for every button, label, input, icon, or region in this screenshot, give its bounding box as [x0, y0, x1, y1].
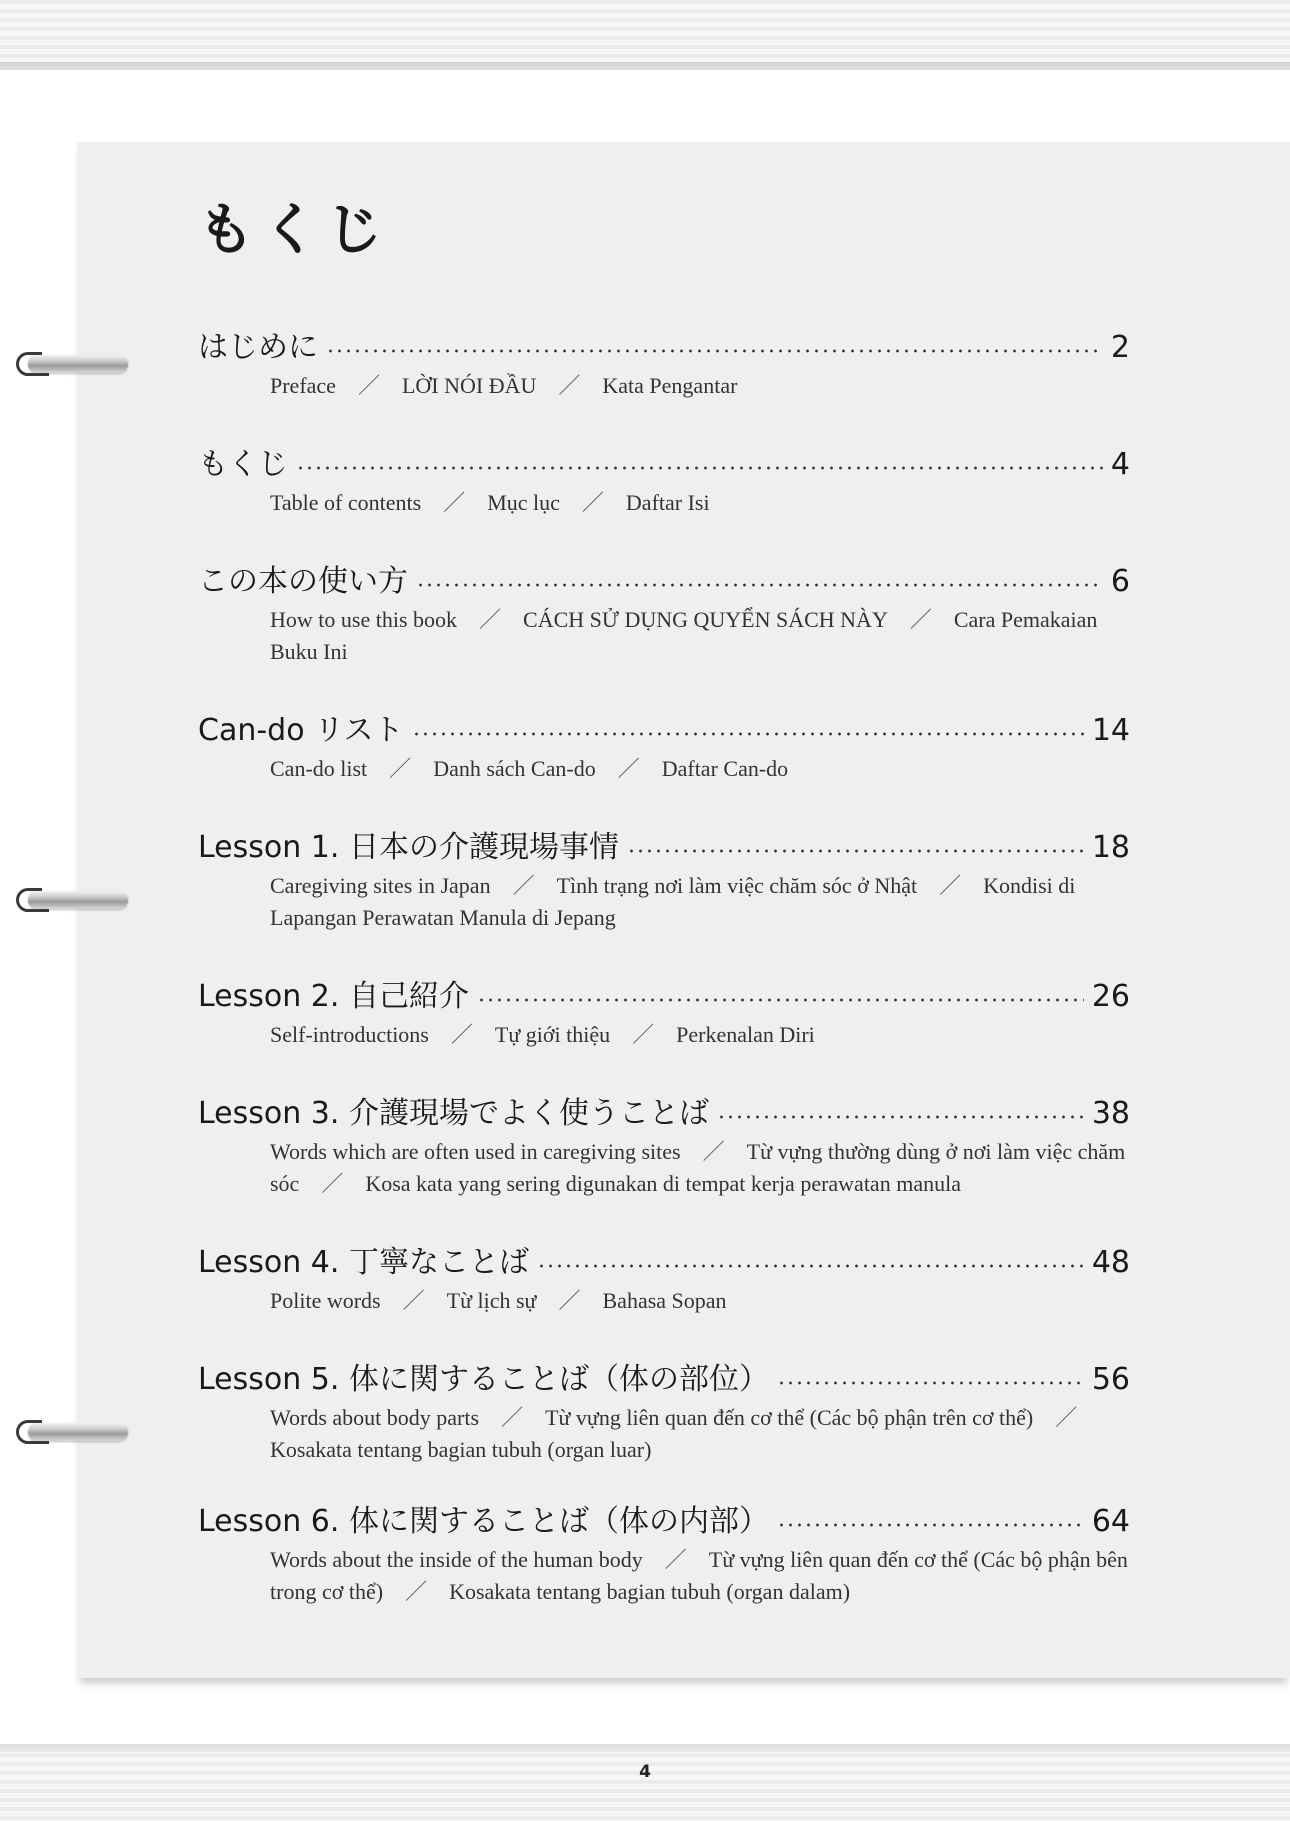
binder-ring-icon: [16, 886, 128, 916]
toc-entry-title: Lesson 2. 自己紹介: [198, 979, 469, 1014]
toc-entry-translations: [270, 753, 1130, 785]
translation-id: Cara Pemakaian Buku Ini: [270, 607, 1098, 664]
dot-leader: [326, 349, 1103, 353]
toc-entry[interactable]: [198, 709, 1130, 785]
page-number: 4: [639, 1762, 651, 1782]
translation-en: Polite words: [270, 1288, 381, 1313]
translation-en: Words about body parts: [270, 1405, 480, 1430]
toc-entry-translations: [270, 1019, 1130, 1051]
toc-entry-page: 4: [1110, 447, 1130, 482]
toc-entry-title: Can-do リスト: [198, 713, 404, 748]
separator: ／: [581, 490, 604, 515]
toc-entry-translations: [270, 604, 1130, 668]
toc-entry[interactable]: [198, 1241, 1130, 1317]
translation-en: Words about the inside of the human body: [270, 1547, 643, 1572]
translation-en: Preface: [270, 373, 336, 398]
translation-id: Kosakata tentang bagian tubuh (organ dalam): [449, 1579, 851, 1604]
translation-id: Daftar Isi: [625, 490, 710, 515]
translation-vi: Tình trạng nơi làm việc chăm sóc ở Nhật: [556, 873, 918, 898]
translation-vi: Từ vựng liên quan đến cơ thể (Các bộ phận trên cơ thể): [545, 1405, 1034, 1430]
binder-ring-icon: [16, 350, 128, 380]
translation-id: Kata Pengantar: [602, 373, 738, 398]
translation-en: Table of contents: [270, 490, 422, 515]
toc-entry-translations: [270, 487, 1130, 519]
translation-en: Caregiving sites in Japan: [270, 873, 491, 898]
toc-entry-translations: [270, 1285, 1130, 1317]
separator: ／: [405, 1579, 428, 1604]
separator: ／: [617, 756, 640, 781]
dot-leader: [627, 849, 1084, 853]
toc-entry-page: 48: [1091, 1245, 1130, 1280]
translation-vi: Tự giới thiệu: [494, 1022, 611, 1047]
separator: ／: [501, 1405, 524, 1430]
separator: ／: [909, 607, 932, 632]
toc-entry[interactable]: [198, 1358, 1130, 1466]
separator: ／: [664, 1547, 687, 1572]
separator: ／: [558, 373, 581, 398]
toc-entry-title: この本の使い方: [198, 564, 408, 599]
translation-en: Words which are often used in caregiving sites: [270, 1139, 681, 1164]
separator: ／: [479, 607, 502, 632]
separator: ／: [512, 873, 535, 898]
top-stripe-band: [0, 0, 1290, 70]
translation-vi: Danh sách Can-do: [433, 756, 596, 781]
separator: ／: [357, 373, 380, 398]
toc-entry-translations: [270, 1402, 1130, 1466]
page-title: もくじ: [198, 198, 390, 263]
toc-entry[interactable]: [198, 826, 1130, 934]
toc-entry-translations: [270, 1136, 1130, 1200]
toc-entry-translations: [270, 1544, 1130, 1608]
toc-entry-title: Lesson 4. 丁寧なことば: [198, 1245, 529, 1280]
separator: ／: [1055, 1405, 1078, 1430]
dot-leader: [416, 583, 1103, 587]
translation-id: Kondisi di Lapangan Perawatan Manula di Jepang: [270, 873, 1076, 930]
toc-entry-page: 2: [1110, 330, 1130, 365]
dot-leader: [717, 1115, 1084, 1119]
translation-vi: CÁCH SỬ DỤNG QUYỂN SÁCH NÀY: [523, 607, 888, 632]
separator: ／: [389, 756, 412, 781]
translation-id: Bahasa Sopan: [602, 1288, 727, 1313]
binder-ring-icon: [16, 1418, 128, 1448]
toc-entry-page: 26: [1091, 979, 1130, 1014]
toc-entry-title: もくじ: [198, 447, 288, 482]
toc-entry[interactable]: [198, 975, 1130, 1051]
separator: ／: [402, 1288, 425, 1313]
separator: ／: [632, 1022, 655, 1047]
toc-entry-translations: [270, 870, 1130, 934]
translation-id: Daftar Can-do: [661, 756, 789, 781]
toc-entry-title: Lesson 3. 介護現場でよく使うことば: [198, 1096, 709, 1131]
translation-vi: Mục lục: [487, 490, 560, 515]
dot-leader: [412, 732, 1084, 736]
translation-en: How to use this book: [270, 607, 457, 632]
toc-entry-translations: [270, 370, 1130, 402]
toc-entry[interactable]: [198, 1500, 1130, 1608]
separator: ／: [702, 1139, 725, 1164]
toc-entry-page: 38: [1091, 1096, 1130, 1131]
translation-vi: Từ vựng thường dùng ở nơi làm việc chăm sóc: [270, 1139, 1126, 1196]
toc-entry-title: Lesson 6. 体に関することば（体の内部）: [198, 1504, 769, 1539]
toc-entry[interactable]: [198, 1092, 1130, 1200]
toc-entry-page: 18: [1091, 830, 1130, 865]
dot-leader: [537, 1264, 1084, 1268]
translation-en: Self-introductions: [270, 1022, 429, 1047]
separator: ／: [443, 490, 466, 515]
bottom-stripe-band: [0, 1744, 1290, 1821]
toc-entry-page: 6: [1110, 564, 1130, 599]
toc-entry[interactable]: [198, 560, 1130, 668]
translation-vi: Từ vựng liên quan đến cơ thể (Các bộ phận bên trong cơ thể): [270, 1547, 1128, 1604]
separator: ／: [321, 1171, 344, 1196]
dot-leader: [777, 1381, 1084, 1385]
translation-vi: Từ lịch sự: [446, 1288, 537, 1313]
toc-entry-title: Lesson 5. 体に関することば（体の部位）: [198, 1362, 769, 1397]
dot-leader: [777, 1523, 1084, 1527]
toc-entry-page: 56: [1091, 1362, 1130, 1397]
separator: ／: [558, 1288, 581, 1313]
toc-entry-title: Lesson 1. 日本の介護現場事情: [198, 830, 619, 865]
translation-id: Kosa kata yang sering digunakan di tempat kerja perawatan manula: [365, 1171, 961, 1196]
translation-id: Kosakata tentang bagian tubuh (organ luar): [270, 1437, 652, 1462]
translation-vi: LỜI NÓI ĐẦU: [401, 373, 537, 398]
toc-entry[interactable]: [198, 443, 1130, 519]
toc-entry-page: 64: [1091, 1504, 1130, 1539]
toc-entry-page: 14: [1091, 713, 1130, 748]
translation-en: Can-do list: [270, 756, 368, 781]
separator: ／: [939, 873, 962, 898]
separator: ／: [450, 1022, 473, 1047]
toc-entry-title: はじめに: [198, 330, 318, 365]
dot-leader: [477, 998, 1084, 1002]
toc-entry[interactable]: [198, 326, 1130, 402]
translation-id: Perkenalan Diri: [676, 1022, 815, 1047]
dot-leader: [296, 466, 1103, 470]
